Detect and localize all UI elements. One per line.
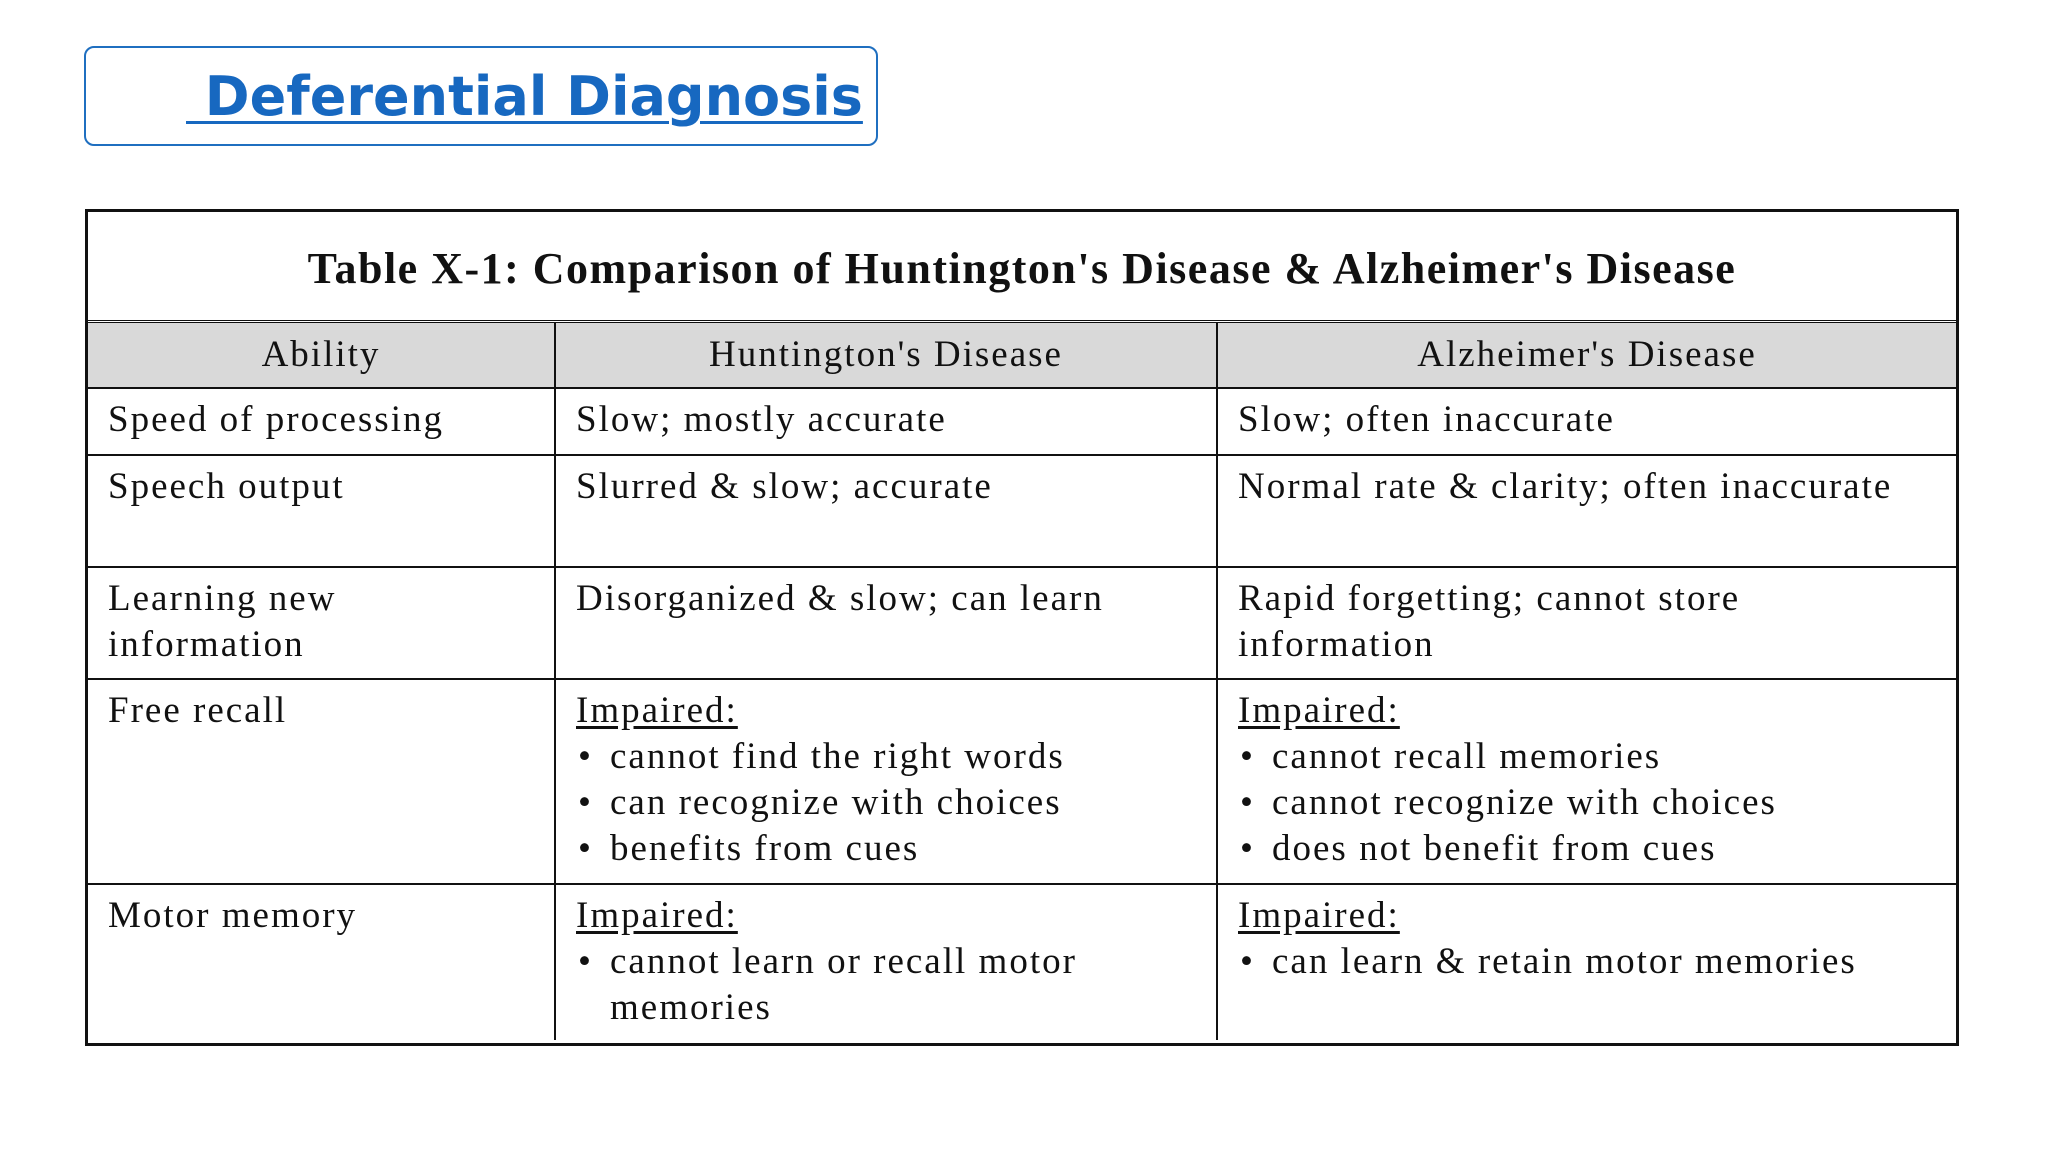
list-item <box>1238 826 1936 872</box>
table-row <box>88 455 1956 567</box>
table-row <box>88 679 1956 884</box>
impaired-heading: Impaired: <box>1238 690 1400 731</box>
list-item <box>1238 939 1936 985</box>
bullet-icon: • <box>578 782 593 823</box>
bullet-icon: • <box>578 736 593 777</box>
bullet-text: cannot recognize with choices <box>1272 782 1777 823</box>
bullet-icon: • <box>1240 782 1255 823</box>
header-row <box>88 323 1956 388</box>
bullet-icon: • <box>1240 941 1255 982</box>
alzheimer-cell: Slow; often inaccurate <box>1217 388 1956 455</box>
huntington-cell: Slow; mostly accurate <box>555 388 1217 455</box>
ability-cell: Speech output <box>88 455 555 567</box>
huntington-cell: Disorganized & slow; can learn <box>555 567 1217 679</box>
bullet-text: cannot learn or recall motor memories <box>610 941 1077 1028</box>
alzheimer-cell: Rapid forgetting; cannot store information <box>1217 567 1956 679</box>
ability-cell: Learning new information <box>88 567 555 679</box>
bullet-text: can learn & retain motor memories <box>1272 941 1857 982</box>
impaired-heading: Impaired: <box>1238 895 1400 936</box>
bullet-list <box>576 734 1196 872</box>
ability-cell: Free recall <box>88 679 555 884</box>
bullet-text: cannot recall memories <box>1272 736 1662 777</box>
bullet-list <box>576 939 1196 1031</box>
list-item <box>576 939 1196 1031</box>
header-alzheimer: Alzheimer's Disease <box>1217 323 1956 388</box>
alzheimer-cell: Normal rate & clarity; often inaccurate <box>1217 455 1956 567</box>
alzheimer-cell <box>1217 679 1956 884</box>
bullet-list <box>1238 734 1936 872</box>
huntington-cell <box>555 884 1217 1040</box>
comparison-table <box>85 209 1959 1046</box>
table-row <box>88 567 1956 679</box>
bullet-text: can recognize with choices <box>610 782 1062 823</box>
bullet-icon: • <box>578 941 593 982</box>
header-huntington: Huntington's Disease <box>555 323 1217 388</box>
table-caption: Table X-1: Comparison of Huntington's Disease & Alzheimer's Disease <box>88 212 1956 323</box>
huntington-cell <box>555 679 1217 884</box>
bullet-icon: • <box>1240 736 1255 777</box>
comparison-grid <box>88 323 1956 1040</box>
table-row <box>88 884 1956 1040</box>
table-row <box>88 388 1956 455</box>
header-ability: Ability <box>88 323 555 388</box>
impaired-heading: Impaired: <box>576 895 738 936</box>
bullet-icon: • <box>578 828 593 869</box>
impaired-heading: Impaired: <box>576 690 738 731</box>
list-item <box>1238 734 1936 780</box>
bullet-text: benefits from cues <box>610 828 920 869</box>
slide-title: Deferential Diagnosis <box>186 65 863 128</box>
title-box <box>84 46 878 146</box>
alzheimer-cell <box>1217 884 1956 1040</box>
ability-cell: Motor memory <box>88 884 555 1040</box>
list-item <box>576 780 1196 826</box>
bullet-text: does not benefit from cues <box>1272 828 1717 869</box>
bullet-icon: • <box>1240 828 1255 869</box>
huntington-cell: Slurred & slow; accurate <box>555 455 1217 567</box>
list-item <box>576 826 1196 872</box>
bullet-text: cannot find the right words <box>610 736 1065 777</box>
ability-cell: Speed of processing <box>88 388 555 455</box>
bullet-list <box>1238 939 1936 985</box>
list-item <box>1238 780 1936 826</box>
list-item <box>576 734 1196 780</box>
